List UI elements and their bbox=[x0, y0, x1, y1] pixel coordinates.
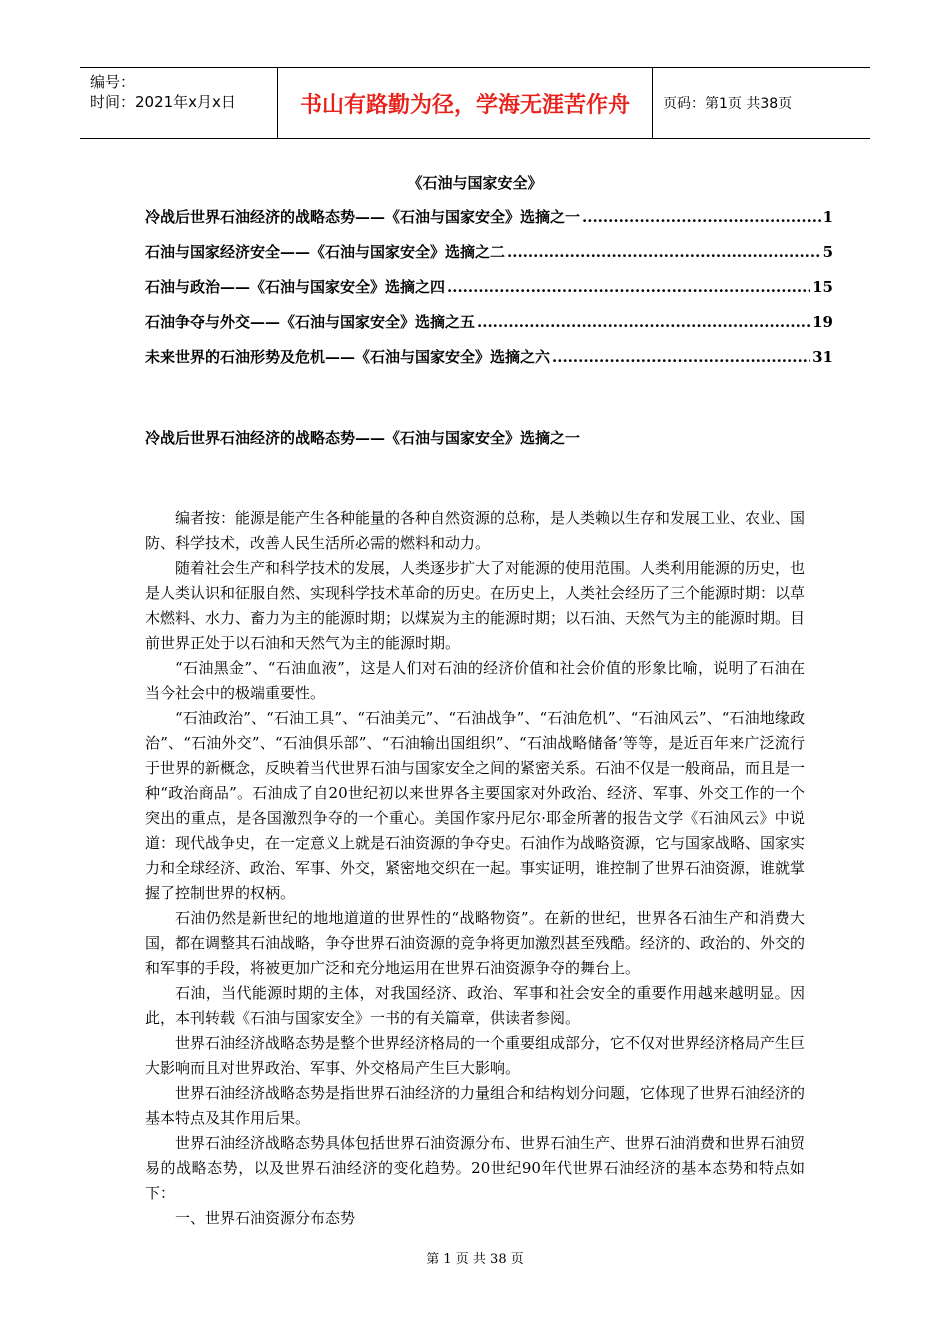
toc-entry-page: 19 bbox=[812, 313, 833, 331]
toc-entry-text: 冷战后世界石油经济的战略态势——《石油与国家安全》选摘之一 bbox=[145, 208, 581, 226]
header-page-info: 页码：第1页 共38页 bbox=[663, 96, 793, 112]
toc-entry-text: 石油争夺与外交——《石油与国家安全》选摘之五 bbox=[145, 313, 476, 331]
document-title: 《石油与国家安全》 bbox=[407, 174, 543, 192]
toc-entry[interactable] bbox=[145, 206, 833, 241]
header-motto: 书山有路勤为径，学海无涯苦作舟 bbox=[278, 68, 653, 138]
toc-entry[interactable] bbox=[145, 346, 833, 381]
paragraph: “石油政治”、“石油工具”、“石油美元”、“石油战争”、“石油危机”、“石油风云”、“石油地缘政治”、“石油外交”、“石油俱乐部”、“石油输出国组织”、“石油战略储备’等等，是近百年来广泛流行于世界的新概念，反映着当代世界石油与国家安全之间的紧密关系。石油不仅是一般商品，而且是一种“政治商品”。石油成了自20世纪初以来世界各主要国家对外政治、经济、军事、外交工作的一个突出的重点，是各国激烈争夺的一个重心。美国作家丹尼尔·耶金所著的报告文学《石油风云》中说道：现代战争史，在一定意义上就是石油资源的争夺史。石油作为战略资源，它与国家战略、国家实力和全球经济、政治、军事、外交，紧密地交织在一起。事实证明，谁控制了世界石油资源，谁就掌握了控制世界的权柄。 bbox=[145, 709, 806, 902]
paragraph: 随着社会生产和科学技术的发展，人类逐步扩大了对能源的使用范围。人类利用能源的历史，也是人类认识和征服自然、实现科学技术革命的历史。在历史上，人类社会经历了三个能源时期：以草木燃料、水力、畜力为主的能源时期；以煤炭为主的能源时期；以石油、天然气为主的能源时期。目前世界正处于以石油和天然气为主的能源时期。 bbox=[145, 559, 806, 652]
section-heading: 冷战后世界石油经济的战略态势——《石油与国家安全》选摘之一 bbox=[145, 429, 581, 447]
header-meta bbox=[80, 68, 278, 138]
page-header bbox=[80, 67, 870, 139]
toc-entry[interactable] bbox=[145, 276, 833, 311]
toc-entry-page: 31 bbox=[812, 348, 833, 366]
toc-entry-page: 1 bbox=[822, 208, 833, 226]
paragraph: 世界石油经济战略态势具体包括世界石油资源分布、世界石油生产、世界石油消费和世界石油贸易的战略态势，以及世界石油经济的变化趋势。20世纪90年代世界石油经济的基本态势和特点如下： bbox=[145, 1134, 806, 1202]
paragraph: 石油仍然是新世纪的地地道道的世界性的“战略物资”。在新的世纪，世界各石油生产和消费大国，都在调整其石油战略，争夺世界石油资源的竞争将更加激烈甚至残酷。经济的、政治的、外交的和军事的手段，将被更加广泛和充分地运用在世界石油资源争夺的舞台上。 bbox=[145, 909, 806, 977]
paragraph: 世界石油经济战略态势是整个世界经济格局的一个重要组成部分，它不仅对世界经济格局产生巨大影响而且对世界政治、军事、外交格局产生巨大影响。 bbox=[145, 1034, 806, 1077]
paragraph: 世界石油经济战略态势是指世界石油经济的力量组合和结构划分问题，它体现了世界石油经济的基本特点及其作用后果。 bbox=[145, 1084, 806, 1127]
time-label: 时间：2021年x月x日 bbox=[90, 93, 236, 111]
number-label: 编号： bbox=[90, 73, 136, 91]
toc-leader-dots bbox=[477, 313, 810, 331]
toc-entry-text: 未来世界的石油形势及危机——《石油与国家安全》选摘之六 bbox=[145, 348, 551, 366]
toc-entry-page: 15 bbox=[812, 278, 833, 296]
paragraph: “石油黑金”、“石油血液”，这是人们对石油的经济价值和社会价值的形象比喻，说明了石油在当今社会中的极端重要性。 bbox=[145, 659, 805, 702]
toc-entry[interactable] bbox=[145, 241, 833, 276]
toc-entry-page: 5 bbox=[822, 243, 833, 261]
toc-entry[interactable] bbox=[145, 311, 833, 346]
paragraph: 编者按：能源是能产生各种能量的各种自然资源的总称，是人类赖以生存和发展工业、农业、国防、科学技术，改善人民生活所必需的燃料和动力。 bbox=[145, 509, 806, 552]
toc-entry-text: 石油与国家经济安全——《石油与国家安全》选摘之二 bbox=[145, 243, 506, 261]
toc-leader-dots bbox=[582, 208, 821, 226]
paragraph: 一、世界石油资源分布态势 bbox=[175, 1209, 356, 1227]
toc-leader-dots bbox=[447, 278, 810, 296]
toc-leader-dots bbox=[552, 348, 810, 366]
paragraph: 石油，当代能源时期的主体，对我国经济、政治、军事和社会安全的重要作用越来越明显。因此，本刊转载《石油与国家安全》一书的有关篇章，供读者参阅。 bbox=[145, 984, 805, 1027]
body-text bbox=[145, 506, 805, 1231]
toc-entry-text: 石油与政治——《石油与国家安全》选摘之四 bbox=[145, 278, 446, 296]
toc-leader-dots bbox=[507, 243, 821, 261]
page-footer: 第 1 页 共 38 页 bbox=[426, 1252, 524, 1267]
table-of-contents bbox=[145, 206, 833, 381]
